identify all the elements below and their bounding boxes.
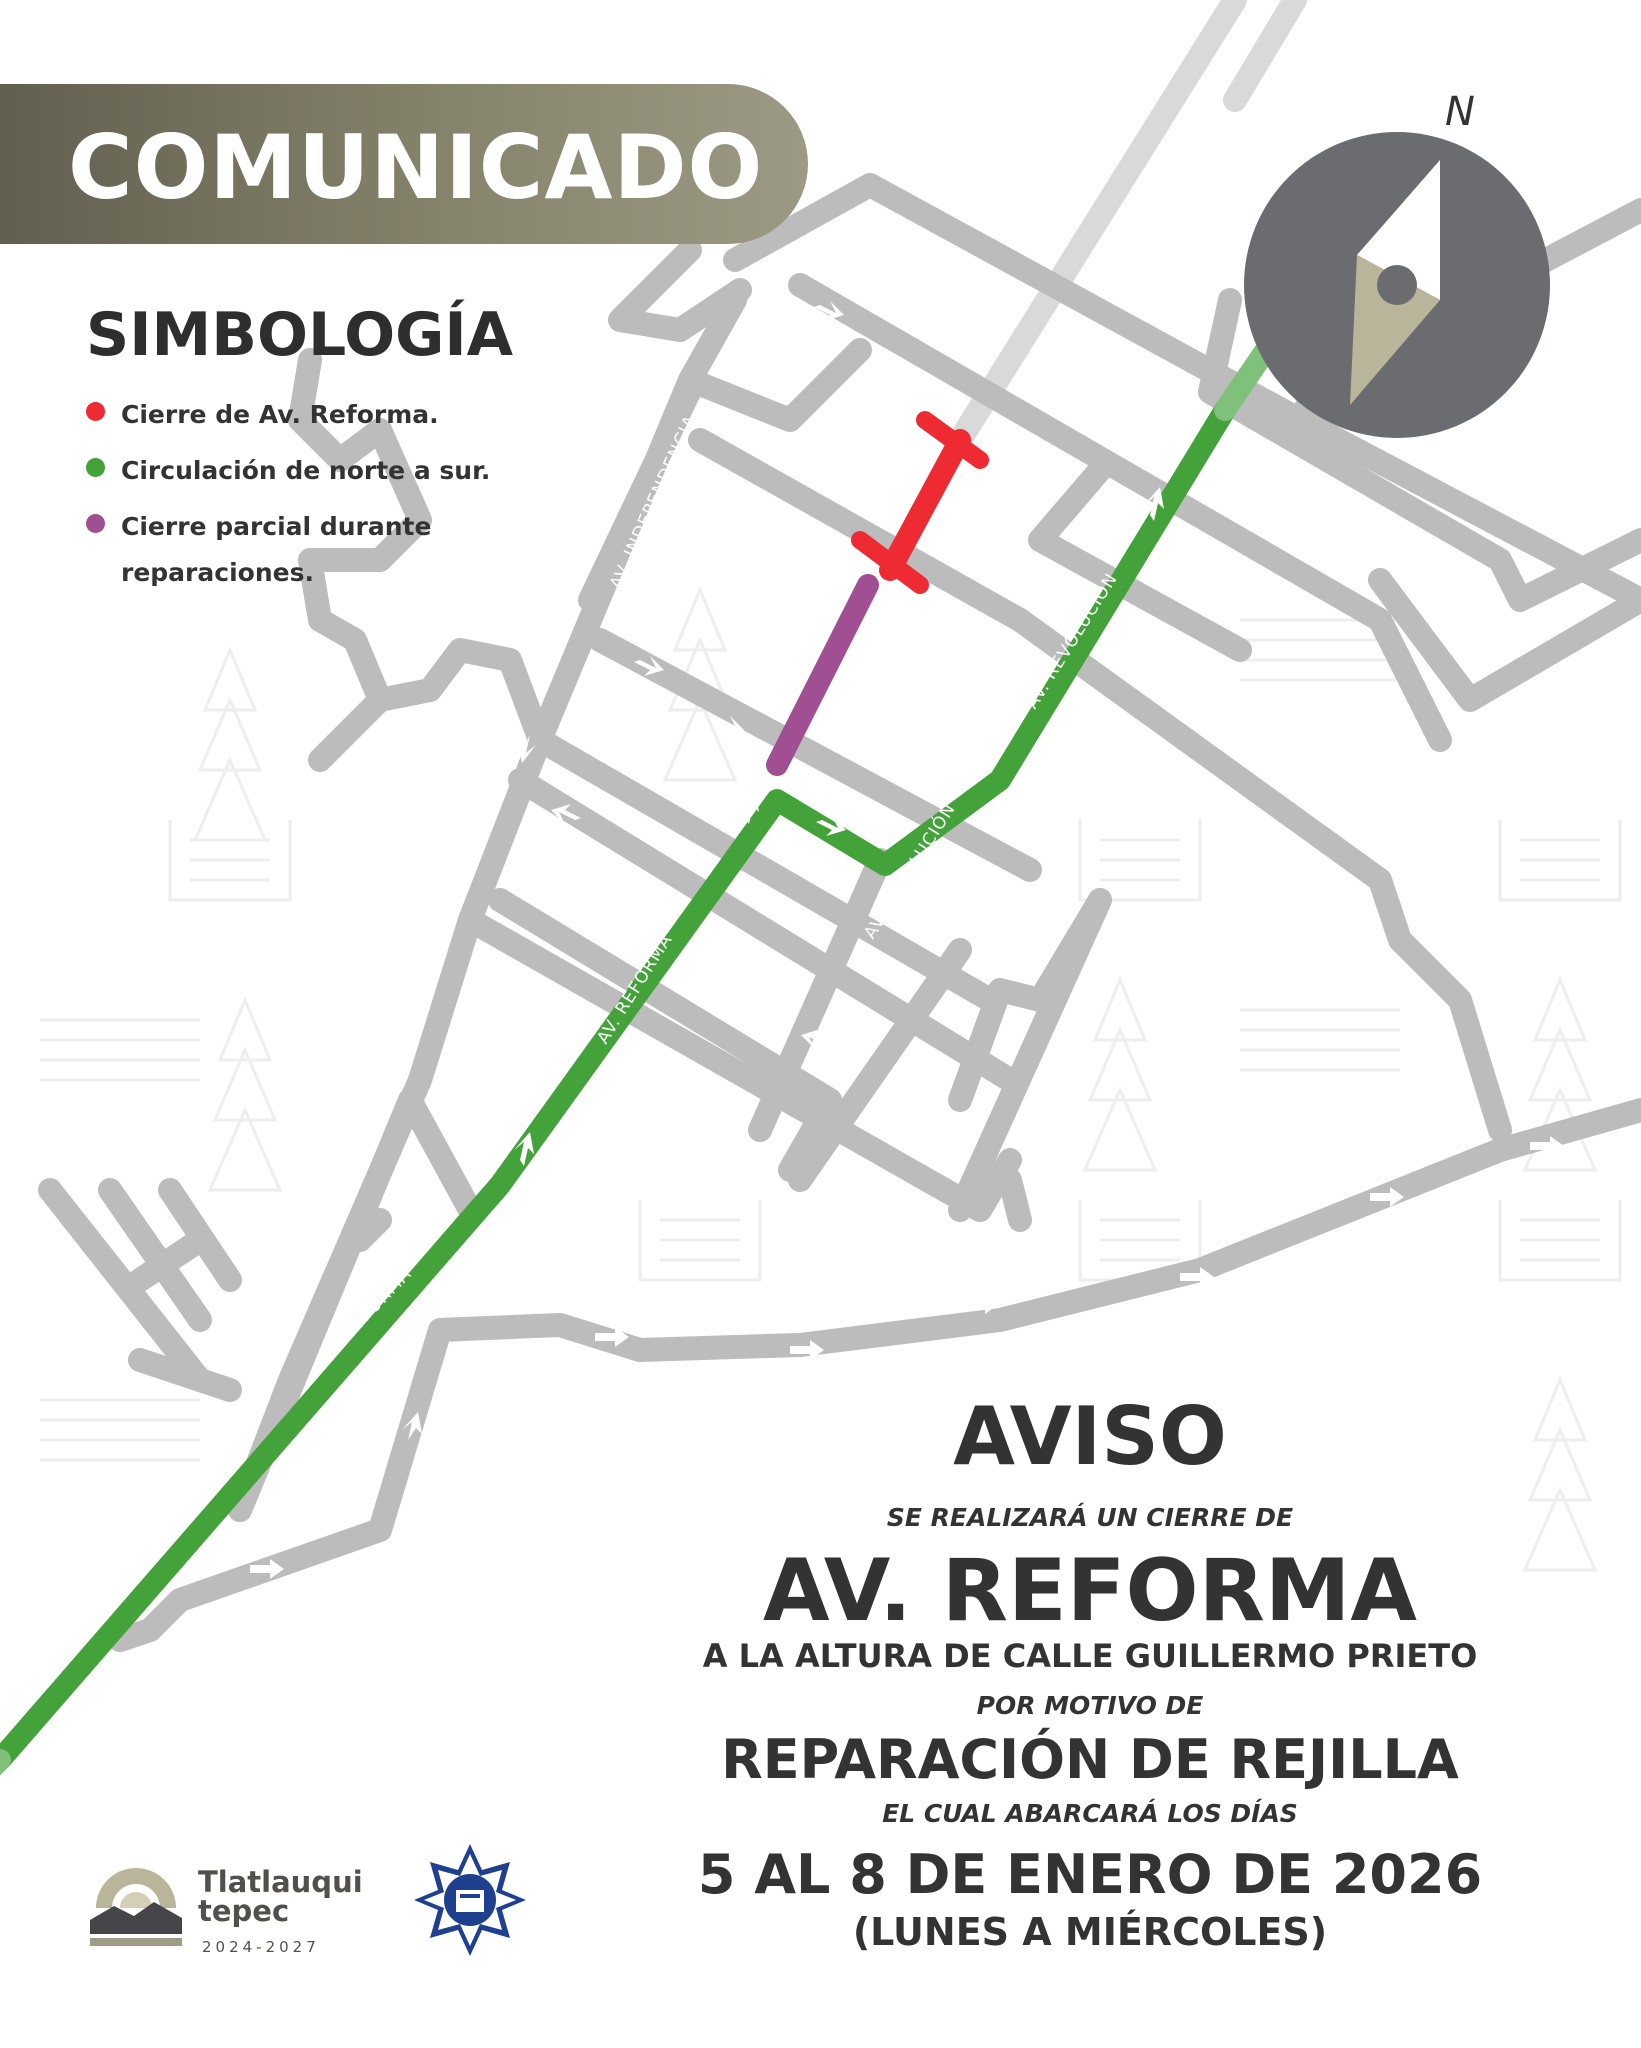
notice-block xyxy=(600,1390,1580,1954)
municipality-name xyxy=(198,1865,363,1928)
municipality-logo-icon xyxy=(90,1850,182,1950)
north-road-edge xyxy=(1235,0,1295,100)
notice-days: (LUNES A MIÉRCOLES) xyxy=(852,1910,1328,1954)
compass-north-label: N xyxy=(1445,89,1475,135)
legend-title: SIMBOLOGÍA xyxy=(86,300,514,370)
notice-location: A LA ALTURA DE CALLE GUILLERMO PRIETO xyxy=(702,1637,1478,1675)
legend-label: reparaciones. xyxy=(121,558,314,587)
legend-label: Cierre de Av. Reforma. xyxy=(121,400,439,429)
legend-item-partial xyxy=(86,504,566,550)
purple-dot-icon xyxy=(86,514,105,533)
street-label-reforma: AV. REFORMA xyxy=(593,930,677,1048)
notice-intro: SE REALIZARÁ UN CIERRE DE xyxy=(886,1503,1294,1532)
legend-item-partial-continued xyxy=(86,550,566,596)
municipality-name-line2: tepec xyxy=(198,1894,290,1928)
municipality-name-line1: Tlatlauqui xyxy=(198,1865,363,1899)
red-dot-icon xyxy=(86,402,105,421)
notice-dates: 5 AL 8 DE ENERO DE 2026 xyxy=(697,1843,1483,1906)
partial-closure-segment xyxy=(777,585,868,765)
street-label-independencia: AV. INDEPENDENCIA xyxy=(606,412,702,593)
page-title: COMUNICADO xyxy=(68,116,764,219)
header-banner xyxy=(0,84,808,244)
street-label-revolucion: AV. REVOLUCIÓN xyxy=(1022,569,1122,713)
compass xyxy=(1244,89,1550,438)
arrow-icon xyxy=(288,1240,306,1268)
notice-street: AV. REFORMA xyxy=(763,1541,1417,1641)
administration-years: 2024-2027 xyxy=(202,1938,320,1956)
notice-dates-intro: EL CUAL ABARCARÁ LOS DÍAS xyxy=(882,1799,1298,1828)
legend-item-detour xyxy=(86,448,566,494)
municipality-logo xyxy=(90,1840,380,1960)
legend-spacer xyxy=(86,560,105,579)
map-legend xyxy=(86,300,566,606)
arrow-icon xyxy=(716,964,742,984)
legend-label: Cierre parcial durante xyxy=(121,512,432,541)
police-badge-icon xyxy=(410,1840,530,1960)
notice-reason-intro: POR MOTIVO DE xyxy=(976,1691,1204,1720)
street-label-revolucion: AV. REVOLUCIÓN xyxy=(860,799,960,943)
closure-segment xyxy=(890,440,960,570)
compass-pivot xyxy=(1377,265,1417,305)
green-dot-icon xyxy=(86,458,105,477)
notice-reason: REPARACIÓN DE REJILLA xyxy=(721,1728,1459,1791)
legend-label: Circulación de norte a sur. xyxy=(121,456,491,485)
arrow-icon xyxy=(924,391,954,411)
notice-heading: AVISO xyxy=(953,1390,1227,1483)
arrow-icon xyxy=(611,869,637,889)
legend-item-closure xyxy=(86,392,566,438)
street-label-independencia: AV. INDEPENDENCIA xyxy=(375,918,460,1102)
arrow-icon xyxy=(979,732,999,766)
street-label-reforma: AV. REFORMA xyxy=(314,1264,416,1369)
